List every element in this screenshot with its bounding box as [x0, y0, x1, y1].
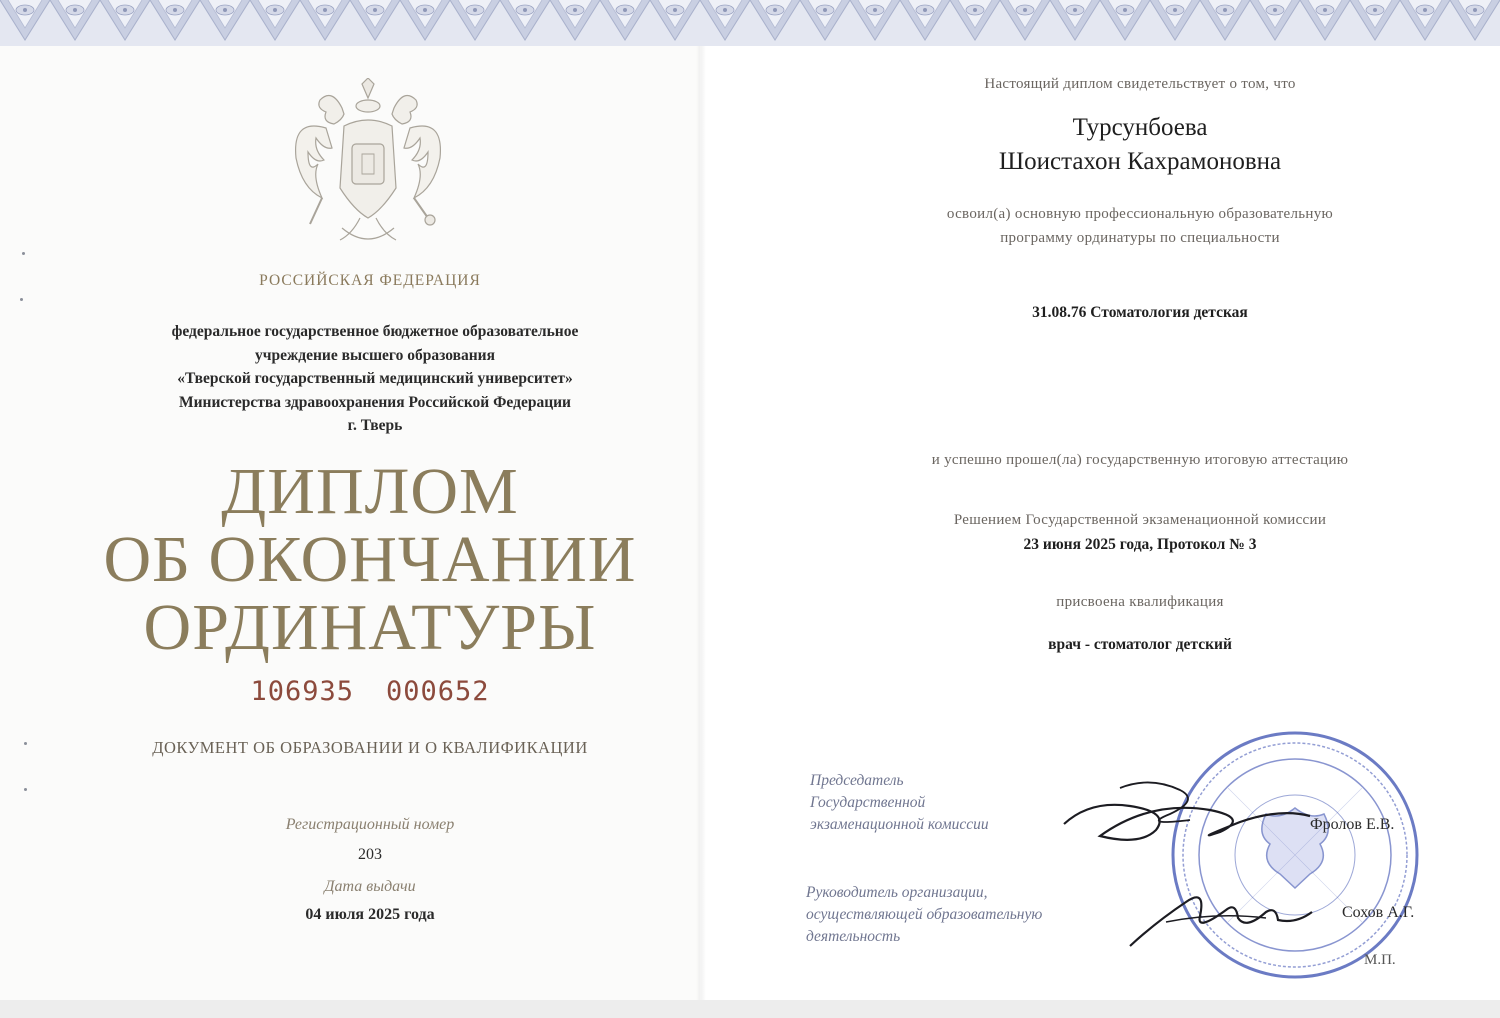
director-title [806, 882, 1146, 948]
serial-series: 106935 [250, 676, 354, 707]
qualification-assigned-text: присвоена квалификация [1056, 594, 1224, 610]
speck [24, 742, 27, 745]
institution-line: федеральное государственное бюджетное образовательное [171, 323, 579, 340]
registration-number: 203 [358, 846, 382, 863]
issue-date-label: Дата выдачи [324, 878, 416, 895]
director-title-line: Руководитель организации, [806, 884, 988, 901]
mastered-program-text [800, 202, 1480, 250]
chairman-title [810, 770, 1080, 836]
institution-line: учреждение высшего образования [255, 346, 495, 364]
chairman-signature [1060, 770, 1320, 860]
qualification: врач - стоматолог детский [1048, 636, 1232, 653]
mastered-line: программу ординатуры по специальности [1000, 230, 1280, 246]
decision-date: 23 июня 2025 года, Протокол № 3 [1023, 536, 1257, 553]
director-name: Сохов А.Г. [1342, 904, 1415, 921]
director-signature [1126, 872, 1316, 952]
chairman-name: Фролов Е.В. [1310, 816, 1395, 833]
issue-date: 04 июля 2025 года [305, 906, 435, 923]
director-title-line: деятельность [806, 928, 901, 945]
intro-text: Настоящий диплом свидетельствует о том, что [984, 76, 1296, 92]
speck [22, 252, 25, 255]
chairman-title-line: Председатель [810, 772, 904, 789]
registration-label: Регистрационный номер [285, 816, 455, 833]
chairman-title-line: Государственной [810, 794, 926, 811]
bottom-edge [0, 1000, 1500, 1018]
specialty: 31.08.76 Стоматология детская [1032, 304, 1248, 321]
institution-block [105, 320, 645, 438]
graduate-surname: Турсунбоева [1072, 114, 1208, 141]
diploma-serial [60, 676, 680, 707]
document-type: ДОКУМЕНТ ОБ ОБРАЗОВАНИИ И О КВАЛИФИКАЦИИ [152, 738, 588, 757]
seal-mark: М.П. [1364, 952, 1396, 968]
chairman-title-line: экзаменационной комиссии [810, 816, 989, 833]
institution-line: «Тверской государственный медицинский университет» [177, 370, 573, 387]
country-name: РОССИЙСКАЯ ФЕДЕРАЦИЯ [259, 272, 481, 289]
page-fold [696, 46, 706, 1000]
speck [24, 788, 27, 791]
diploma-title-line: ОРДИНАТУРЫ [143, 591, 597, 664]
attestation-text: и успешно прошел(ла) государственную итоговую аттестацию [931, 452, 1349, 468]
diploma-title-line: ДИПЛОМ [221, 455, 519, 528]
decision-text: Решением Государственной экзаменационной комиссии [953, 512, 1327, 528]
institution-line: г. Тверь [347, 417, 403, 434]
diploma-title-line: ОБ ОКОНЧАНИИ [103, 523, 637, 596]
serial-number: 000652 [386, 676, 490, 707]
institution-line: Министерства здравоохранения Российской Федерации [179, 393, 571, 411]
decorative-border-band [0, 0, 1500, 46]
speck [20, 298, 23, 301]
mastered-line: освоил(а) основную профессиональную образовательную [946, 206, 1334, 222]
director-title-line: осуществляющей образовательную [806, 906, 1043, 923]
graduate-given-names: Шоистахон Кахрамоновна [998, 148, 1282, 175]
double-headed-eagle-icon [282, 78, 454, 256]
